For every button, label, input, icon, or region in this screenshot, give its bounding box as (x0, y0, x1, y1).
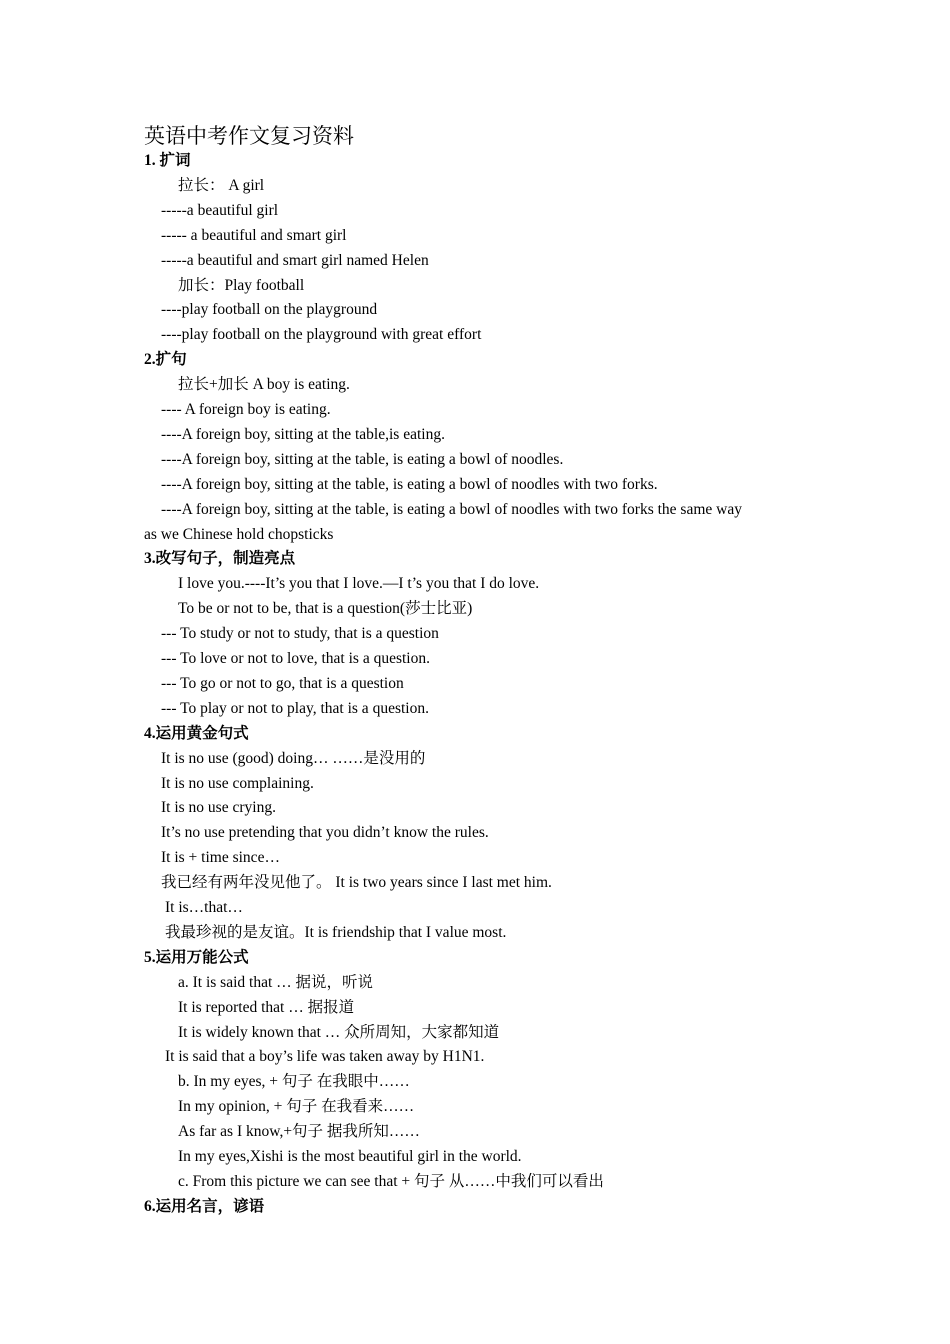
section-heading: 3.改写句子，制造亮点 (144, 550, 296, 568)
text-line: It is reported that … 据报道 (178, 998, 355, 1016)
text-line: It is + time since… (161, 849, 280, 867)
text-line: I love you.----It’s you that I love.—I t’s you that I do love. (178, 575, 540, 593)
text-line: ----play football on the playground with great effort (161, 326, 482, 344)
text-line: ---- A foreign boy is eating. (161, 401, 331, 418)
text-line: It is…that… (165, 899, 243, 916)
text-line: 我最珍视的是友谊。It is friendship that I value most. (165, 923, 507, 941)
text-line: ----- a beautiful and smart girl (161, 226, 347, 244)
section-heading: 4.运用黄金句式 (144, 724, 249, 742)
section-heading: 1. 扩词 (144, 152, 191, 169)
text-line: a. It is said that … 据说，听说 (178, 973, 374, 991)
section-heading: 5.运用万能公式 (144, 948, 249, 966)
section-heading: 2.扩句 (144, 351, 187, 369)
text-line: -----a beautiful girl (161, 201, 279, 219)
text-line: In my eyes,Xishi is the most beautiful girl in the world. (178, 1148, 522, 1165)
text-line: To be or not to be, that is a question(莎士比亚) (178, 600, 473, 618)
text-line: It is no use (good) doing… ……是没用的 (161, 749, 426, 767)
text-line: ----play football on the playground (161, 301, 378, 319)
text-line: as we Chinese hold chopsticks (144, 525, 334, 543)
text-line: As far as I know,+句子 据我所知…… (178, 1123, 420, 1141)
text-line: --- To love or not to love, that is a question. (161, 650, 430, 667)
text-line: --- To go or not to go, that is a question (161, 674, 404, 692)
text-line: b. In my eyes, + 句子 在我眼中…… (178, 1073, 410, 1091)
text-line: In my opinion, + 句子 在我看来…… (178, 1098, 415, 1116)
text-line: 拉长+加长 A boy is eating. (178, 376, 350, 394)
text-line: --- To play or not to play, that is a question. (161, 699, 429, 717)
text-line: It is said that a boy’s life was taken away by H1N1. (165, 1048, 485, 1066)
text-line: c. From this picture we can see that + 句子 从……中我们可以看出 (178, 1172, 604, 1190)
text-line: It is widely known that … 众所周知，大家都知道 (178, 1023, 500, 1041)
document-title: 英语中考作文复习资料 (144, 124, 354, 148)
text-line: ----A foreign boy, sitting at the table, is eating a bowl of noodles. (161, 450, 564, 468)
text-line: ----A foreign boy, sitting at the table,is eating. (161, 425, 445, 443)
text-line: It’s no use pretending that you didn’t know the rules. (161, 824, 489, 842)
text-line: 拉长： A girl (178, 176, 265, 194)
section-heading: 6.运用名言，谚语 (144, 1197, 265, 1215)
text-line: -----a beautiful and smart girl named Helen (161, 251, 429, 269)
text-line: 加长：Play football (178, 276, 305, 294)
text-line: ----A foreign boy, sitting at the table, is eating a bowl of noodles with two forks. (161, 475, 658, 493)
text-line: It is no use crying. (161, 799, 276, 817)
text-line: It is no use complaining. (161, 774, 314, 792)
text-line: --- To study or not to study, that is a question (161, 625, 439, 643)
text-line: 我已经有两年没见他了。 It is two years since I last met him. (161, 874, 552, 892)
text-line: ----A foreign boy, sitting at the table, is eating a bowl of noodles with two forks the same way (161, 500, 742, 518)
